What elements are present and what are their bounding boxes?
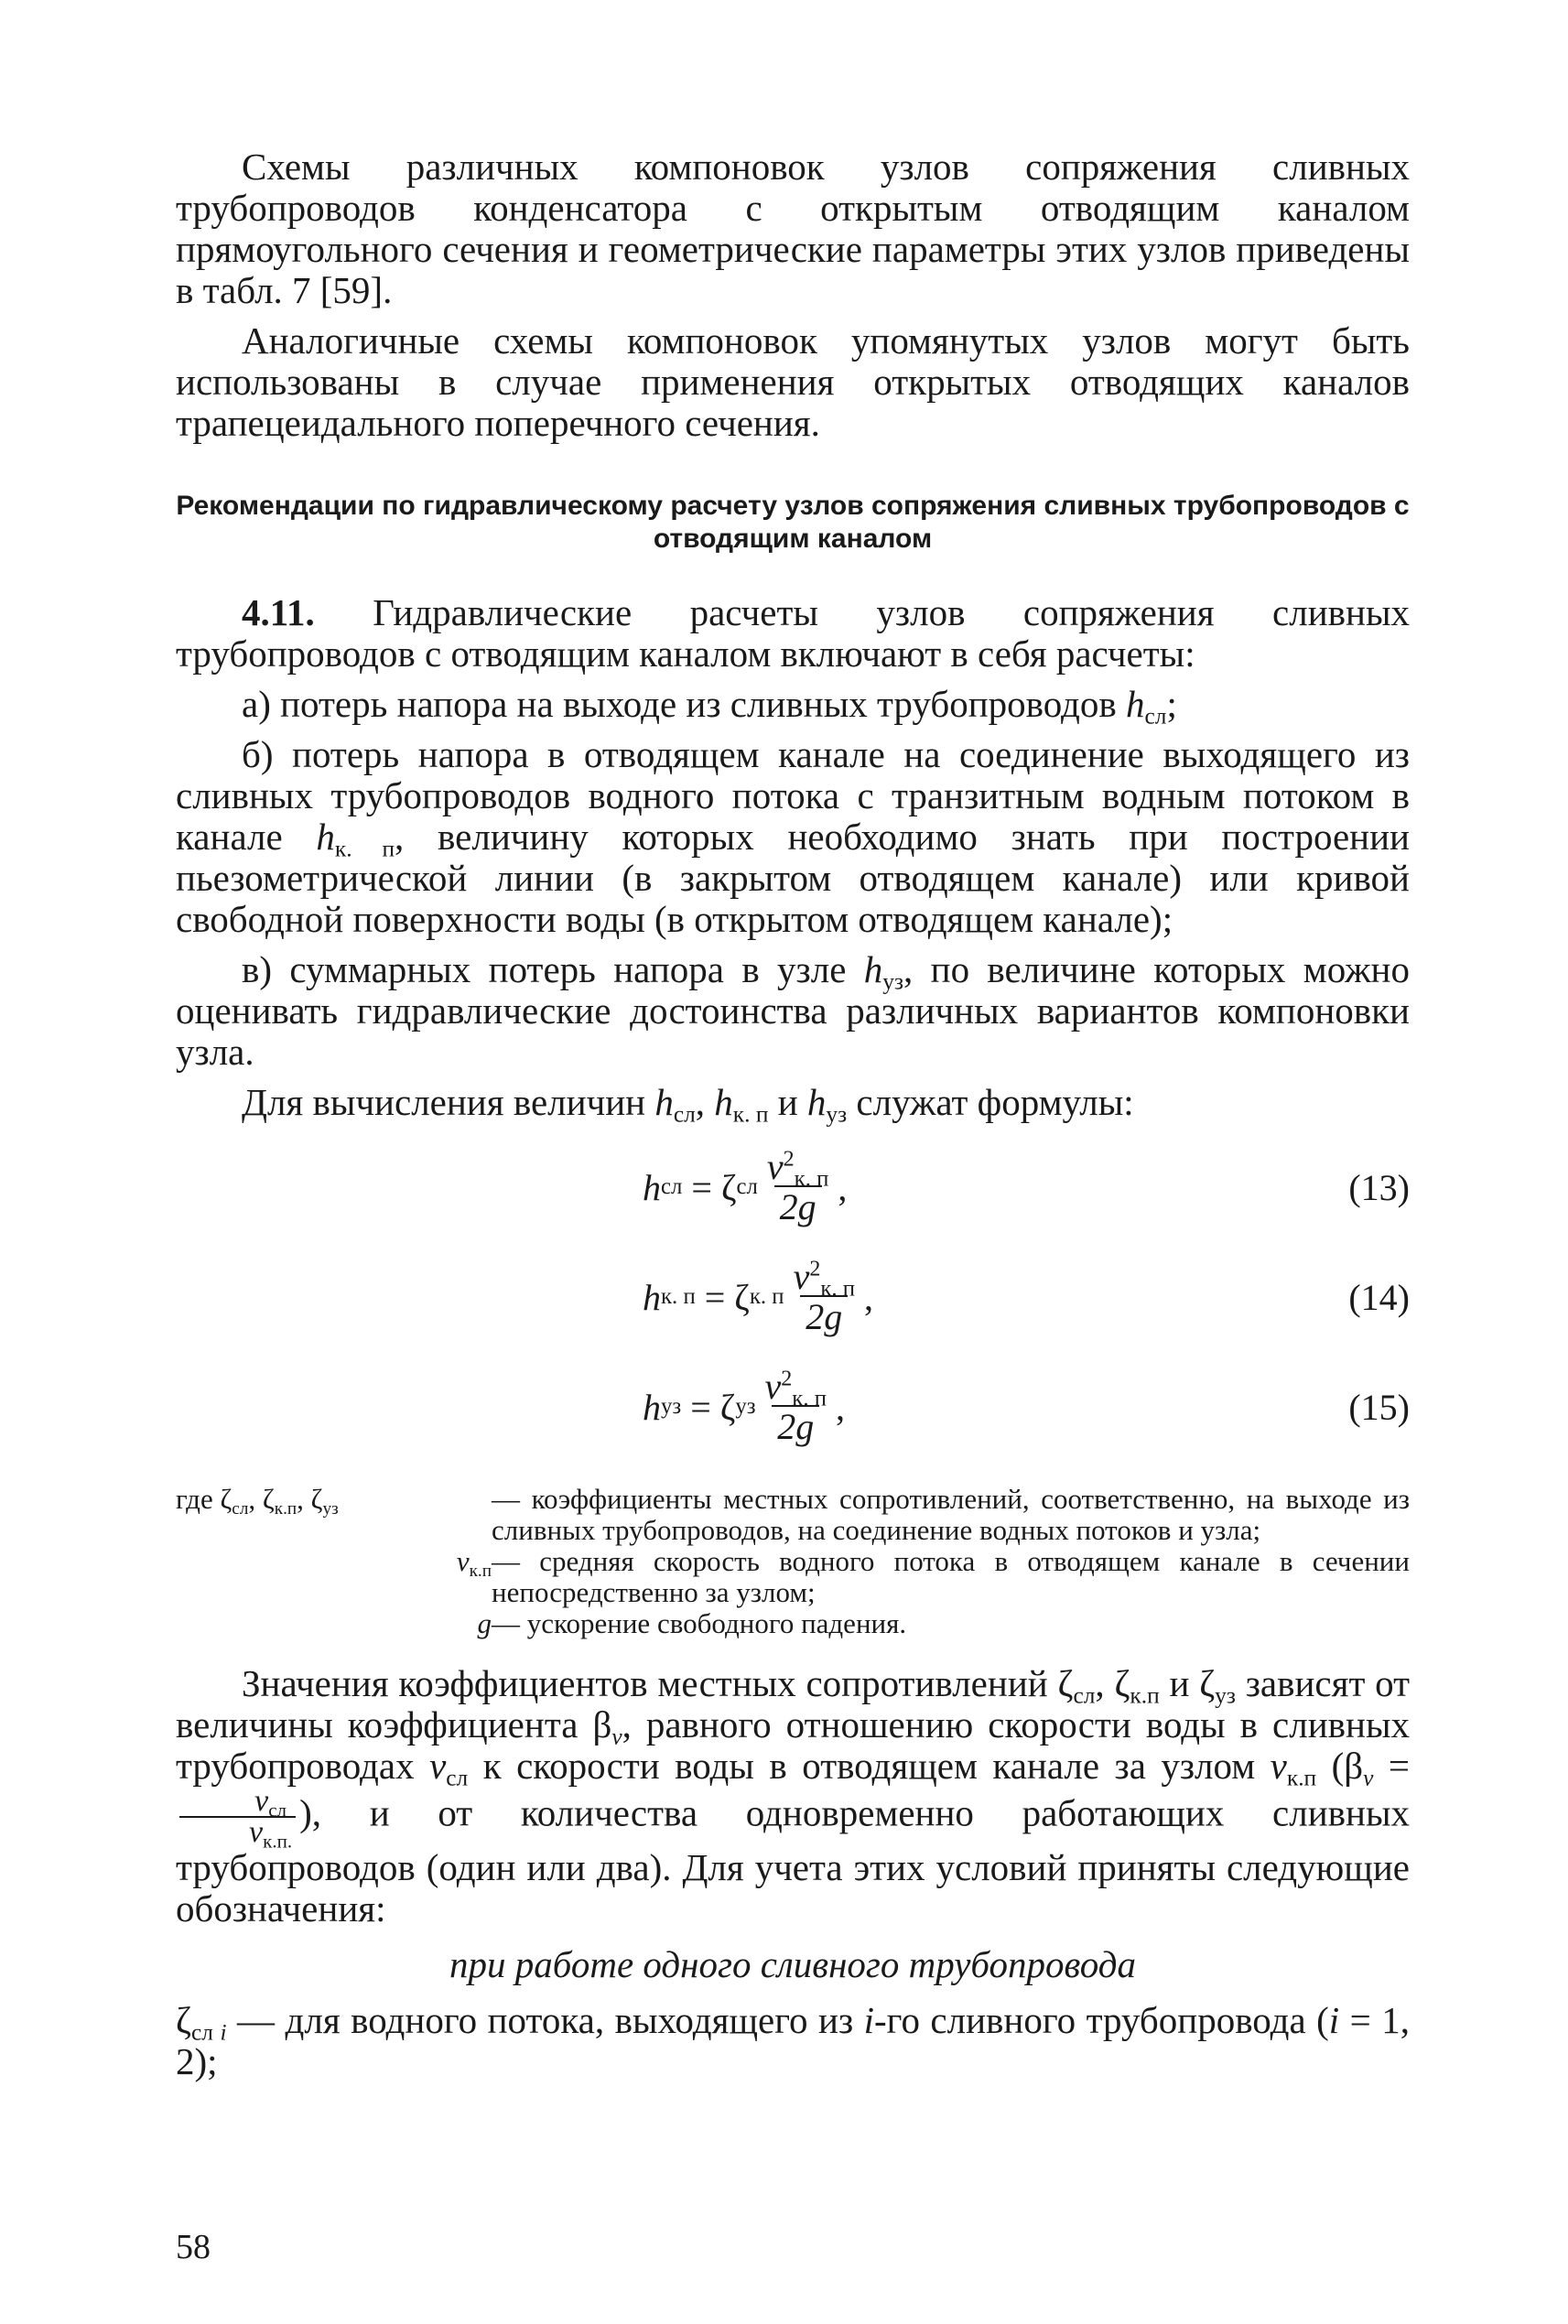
coefficient-symbol: ζ (734, 1276, 750, 1318)
text-run: ζ (220, 1483, 232, 1515)
text-run: , ζ (248, 1483, 275, 1515)
text-run: v (1363, 1765, 1374, 1791)
legend-term (176, 1608, 492, 1639)
equals-sign: = (682, 1166, 721, 1208)
formula-number: (15) (1348, 1386, 1410, 1428)
fraction-numerator (762, 1146, 834, 1192)
formula-fraction (788, 1256, 860, 1337)
text-run: = 1, 2); (176, 1999, 1411, 2082)
formula-expression: h сл = ζ сл $\frac{v^2_{к. п}}{2g}$ , (643, 1146, 848, 1227)
body-paragraph-1 (176, 592, 1410, 675)
text-run: где (176, 1483, 221, 1515)
text-run: h (714, 1081, 733, 1123)
formula-fraction (762, 1146, 834, 1227)
lhs-variable: h (643, 1386, 661, 1428)
legend-row (176, 1484, 1410, 1546)
text-run: i (1328, 1999, 1340, 2041)
text-run: сл (446, 1765, 469, 1791)
legend-row (176, 1608, 1410, 1639)
velocity-variable: v (764, 1366, 782, 1407)
body-paragraph-2 (176, 683, 1410, 730)
text-run: к скорости воды в отводящем канале за узлом (468, 1745, 1271, 1787)
formula-comma: , (864, 1276, 874, 1318)
text-run: v (611, 1724, 622, 1750)
intro-paragraph-2 (176, 320, 1410, 444)
legend-definition: — коэффициенты местных сопротивлений, соответственно, на выходе из сливных трубопроводов, на соединение водных потоков и узла; (492, 1483, 1410, 1546)
coefficients-paragraph-1 (176, 1663, 1410, 1929)
text-run: в) суммарных потерь напора в узле (242, 948, 864, 990)
velocity-exponent: 2 (781, 1367, 793, 1391)
intro-paragraph-1 (176, 146, 1410, 311)
text-run: v (456, 1545, 470, 1577)
text-run: = (1373, 1745, 1411, 1787)
fraction-numerator (185, 1784, 290, 1821)
italic-subheading: при работе одного сливного трубопровода (449, 1943, 1136, 1985)
text-run: h (863, 948, 883, 990)
text-run: i (220, 2019, 227, 2046)
body-paragraph-4 (176, 949, 1410, 1073)
text-run: сл (232, 1498, 249, 1519)
text-run: Гидравлические расчеты узлов сопряжения сливных трубопроводов с отводящим каналом включают в себя расчеты: (176, 591, 1410, 675)
legend-term (176, 1546, 492, 1608)
text-run: служат формулы: (847, 1081, 1134, 1123)
page-number: 58 (176, 2228, 211, 2266)
text-run: сл (1144, 703, 1167, 730)
section-heading: Рекомендации по гидравлическому расчету узлов сопряжения сливных трубопроводов с отводящим каналом (176, 491, 1410, 554)
text-run: , ζ (297, 1483, 323, 1515)
text-run: и (768, 1081, 807, 1123)
text-run: уз (322, 1498, 339, 1519)
formula-14 (176, 1242, 1410, 1352)
text-run: а) потерь напора на выходе из сливных трубопроводов (242, 683, 1127, 725)
text-run: h (1126, 683, 1145, 725)
text-run: ), и от количества одновременно работающих сливных трубопроводов (один или два). Для учета этих условий приняты следующие обозначения: (176, 1791, 1410, 1929)
legend-row (176, 1546, 1410, 1608)
text-run: — для водного потока, выходящего из (226, 1999, 864, 2041)
text-run: сл (1073, 1682, 1096, 1709)
equals-sign: = (681, 1386, 720, 1428)
text-run: , по величине которых можно оценивать гидравлические достоинства различных вариантов компоновки узла. (176, 948, 1410, 1073)
text-run: i (863, 1999, 875, 2041)
fraction-numerator (760, 1366, 832, 1411)
velocity-exponent: 2 (783, 1147, 795, 1172)
velocity-subscript: к. п (820, 1276, 856, 1302)
text-run: , равного отношению скорости воды в сливных трубопроводах (176, 1703, 1410, 1787)
text-run: уз (1215, 1682, 1236, 1709)
body-paragraph-5 (176, 1081, 1410, 1128)
fraction-denominator: 2g (774, 1185, 822, 1226)
formula-15 (176, 1352, 1410, 1462)
numerator-subscript: сл (268, 1799, 287, 1821)
text-run: , ζ (1095, 1662, 1130, 1704)
legend-term (176, 1484, 492, 1546)
text-run: к. п (732, 1101, 769, 1128)
fraction-denominator: 2g (772, 1405, 819, 1445)
legend-definition: — средняя скорость водного потока в отводящем канале в сечении непосредственно за узлом; (492, 1545, 1410, 1608)
formula-13 (176, 1132, 1410, 1242)
text-run: ζ (176, 1999, 191, 2041)
text-run: уз (882, 968, 904, 995)
text-run: к.п (469, 1561, 492, 1581)
text-run: Схемы различных компоновок узлов сопряжения сливных трубопроводов конденсатора с открытым отводящим каналом прямоугольного сечения и геометрические параметры этих узлов приведены в табл. 7 [59]. (176, 146, 1410, 311)
main-section (176, 591, 1410, 1128)
fraction-denominator (179, 1815, 296, 1853)
formula-fraction (760, 1368, 832, 1445)
text-run: h (654, 1081, 674, 1123)
formula-comma: , (838, 1166, 848, 1208)
text-run: Аналогичные схемы компоновок упомянутых узлов могут быть использованы в случае применения открытых отводящих каналов трапецеидального поперечного сечения. (176, 319, 1410, 444)
text-run: h (316, 816, 335, 858)
velocity-subscript: к. п (794, 1166, 829, 1192)
text-run: ; (1166, 683, 1177, 725)
inline-fraction (179, 1784, 296, 1853)
coefficients-section (176, 1663, 1410, 1929)
coefficient-symbol: ζ (719, 1386, 736, 1428)
text-run: , (695, 1081, 715, 1123)
velocity-exponent: 2 (809, 1257, 821, 1281)
formula-number: (13) (1348, 1166, 1410, 1208)
velocity-variable: v (766, 1146, 784, 1187)
text-run: сл (190, 2019, 221, 2046)
formula-expression: h уз = ζ уз $\frac{v^2_{к. п}}{2g}$ , (643, 1366, 846, 1447)
text-run: и ζ (1159, 1662, 1216, 1704)
formula-expression: h к. п = ζ к. п $\frac{v^2_{к. п}}{2g}$ , (643, 1256, 874, 1337)
denominator-variable: v (249, 1815, 264, 1849)
text-run: к. п (334, 836, 395, 862)
intro-section (176, 146, 1410, 444)
text-run: Для вычисления величин (242, 1081, 655, 1123)
text-run: 4.11. (242, 591, 315, 633)
equals-sign: = (695, 1276, 735, 1318)
text-run: к.п (274, 1498, 297, 1519)
fraction-numerator (788, 1256, 860, 1302)
text-run: , величину которых необходимо знать при построении пьезометрической линии (в закрытом отводящем канале) или кривой свободной поверхности воды (в открытом отводящем канале); (176, 816, 1410, 940)
text-run: v (429, 1745, 447, 1787)
formula-comma: , (836, 1386, 846, 1428)
final-section (176, 2000, 1410, 2082)
formula-block (176, 1132, 1410, 1462)
text-run: g (477, 1607, 492, 1639)
text-run: к.п (1130, 1682, 1160, 1709)
lhs-variable: h (643, 1166, 661, 1208)
velocity-subscript: к. п (792, 1386, 827, 1411)
text-run: Значения коэффициентов местных сопротивлений ζ (242, 1662, 1074, 1704)
lhs-variable: h (643, 1276, 661, 1318)
formula-legend (176, 1484, 1410, 1639)
text-run: v (1270, 1745, 1287, 1787)
denominator-subscript: к.п. (263, 1830, 293, 1853)
text-run: уз (826, 1101, 848, 1128)
text-run: сл (673, 1101, 696, 1128)
text-column (176, 146, 1410, 2092)
notation-paragraph (176, 2000, 1410, 2082)
legend-definition: — ускорение свободного падения. (492, 1607, 907, 1639)
formula-number: (14) (1348, 1276, 1410, 1318)
text-run: к.п (1286, 1765, 1317, 1791)
numerator-variable: v (254, 1784, 269, 1818)
fraction-denominator: 2g (800, 1295, 848, 1335)
text-run: h (806, 1081, 827, 1123)
text-run: б) потерь напора в отводящем канале на соединение выходящего из сливных трубопроводов водного потока с транзитным водным потоком в канале (176, 733, 1410, 858)
text-run: -го сливного трубопровода ( (874, 1999, 1329, 2041)
text-run: (β (1316, 1745, 1364, 1787)
coefficient-symbol: ζ (720, 1166, 737, 1208)
velocity-variable: v (793, 1256, 810, 1297)
text-run: зависят от величины коэффициента β (176, 1662, 1410, 1746)
body-paragraph-3 (176, 734, 1410, 940)
